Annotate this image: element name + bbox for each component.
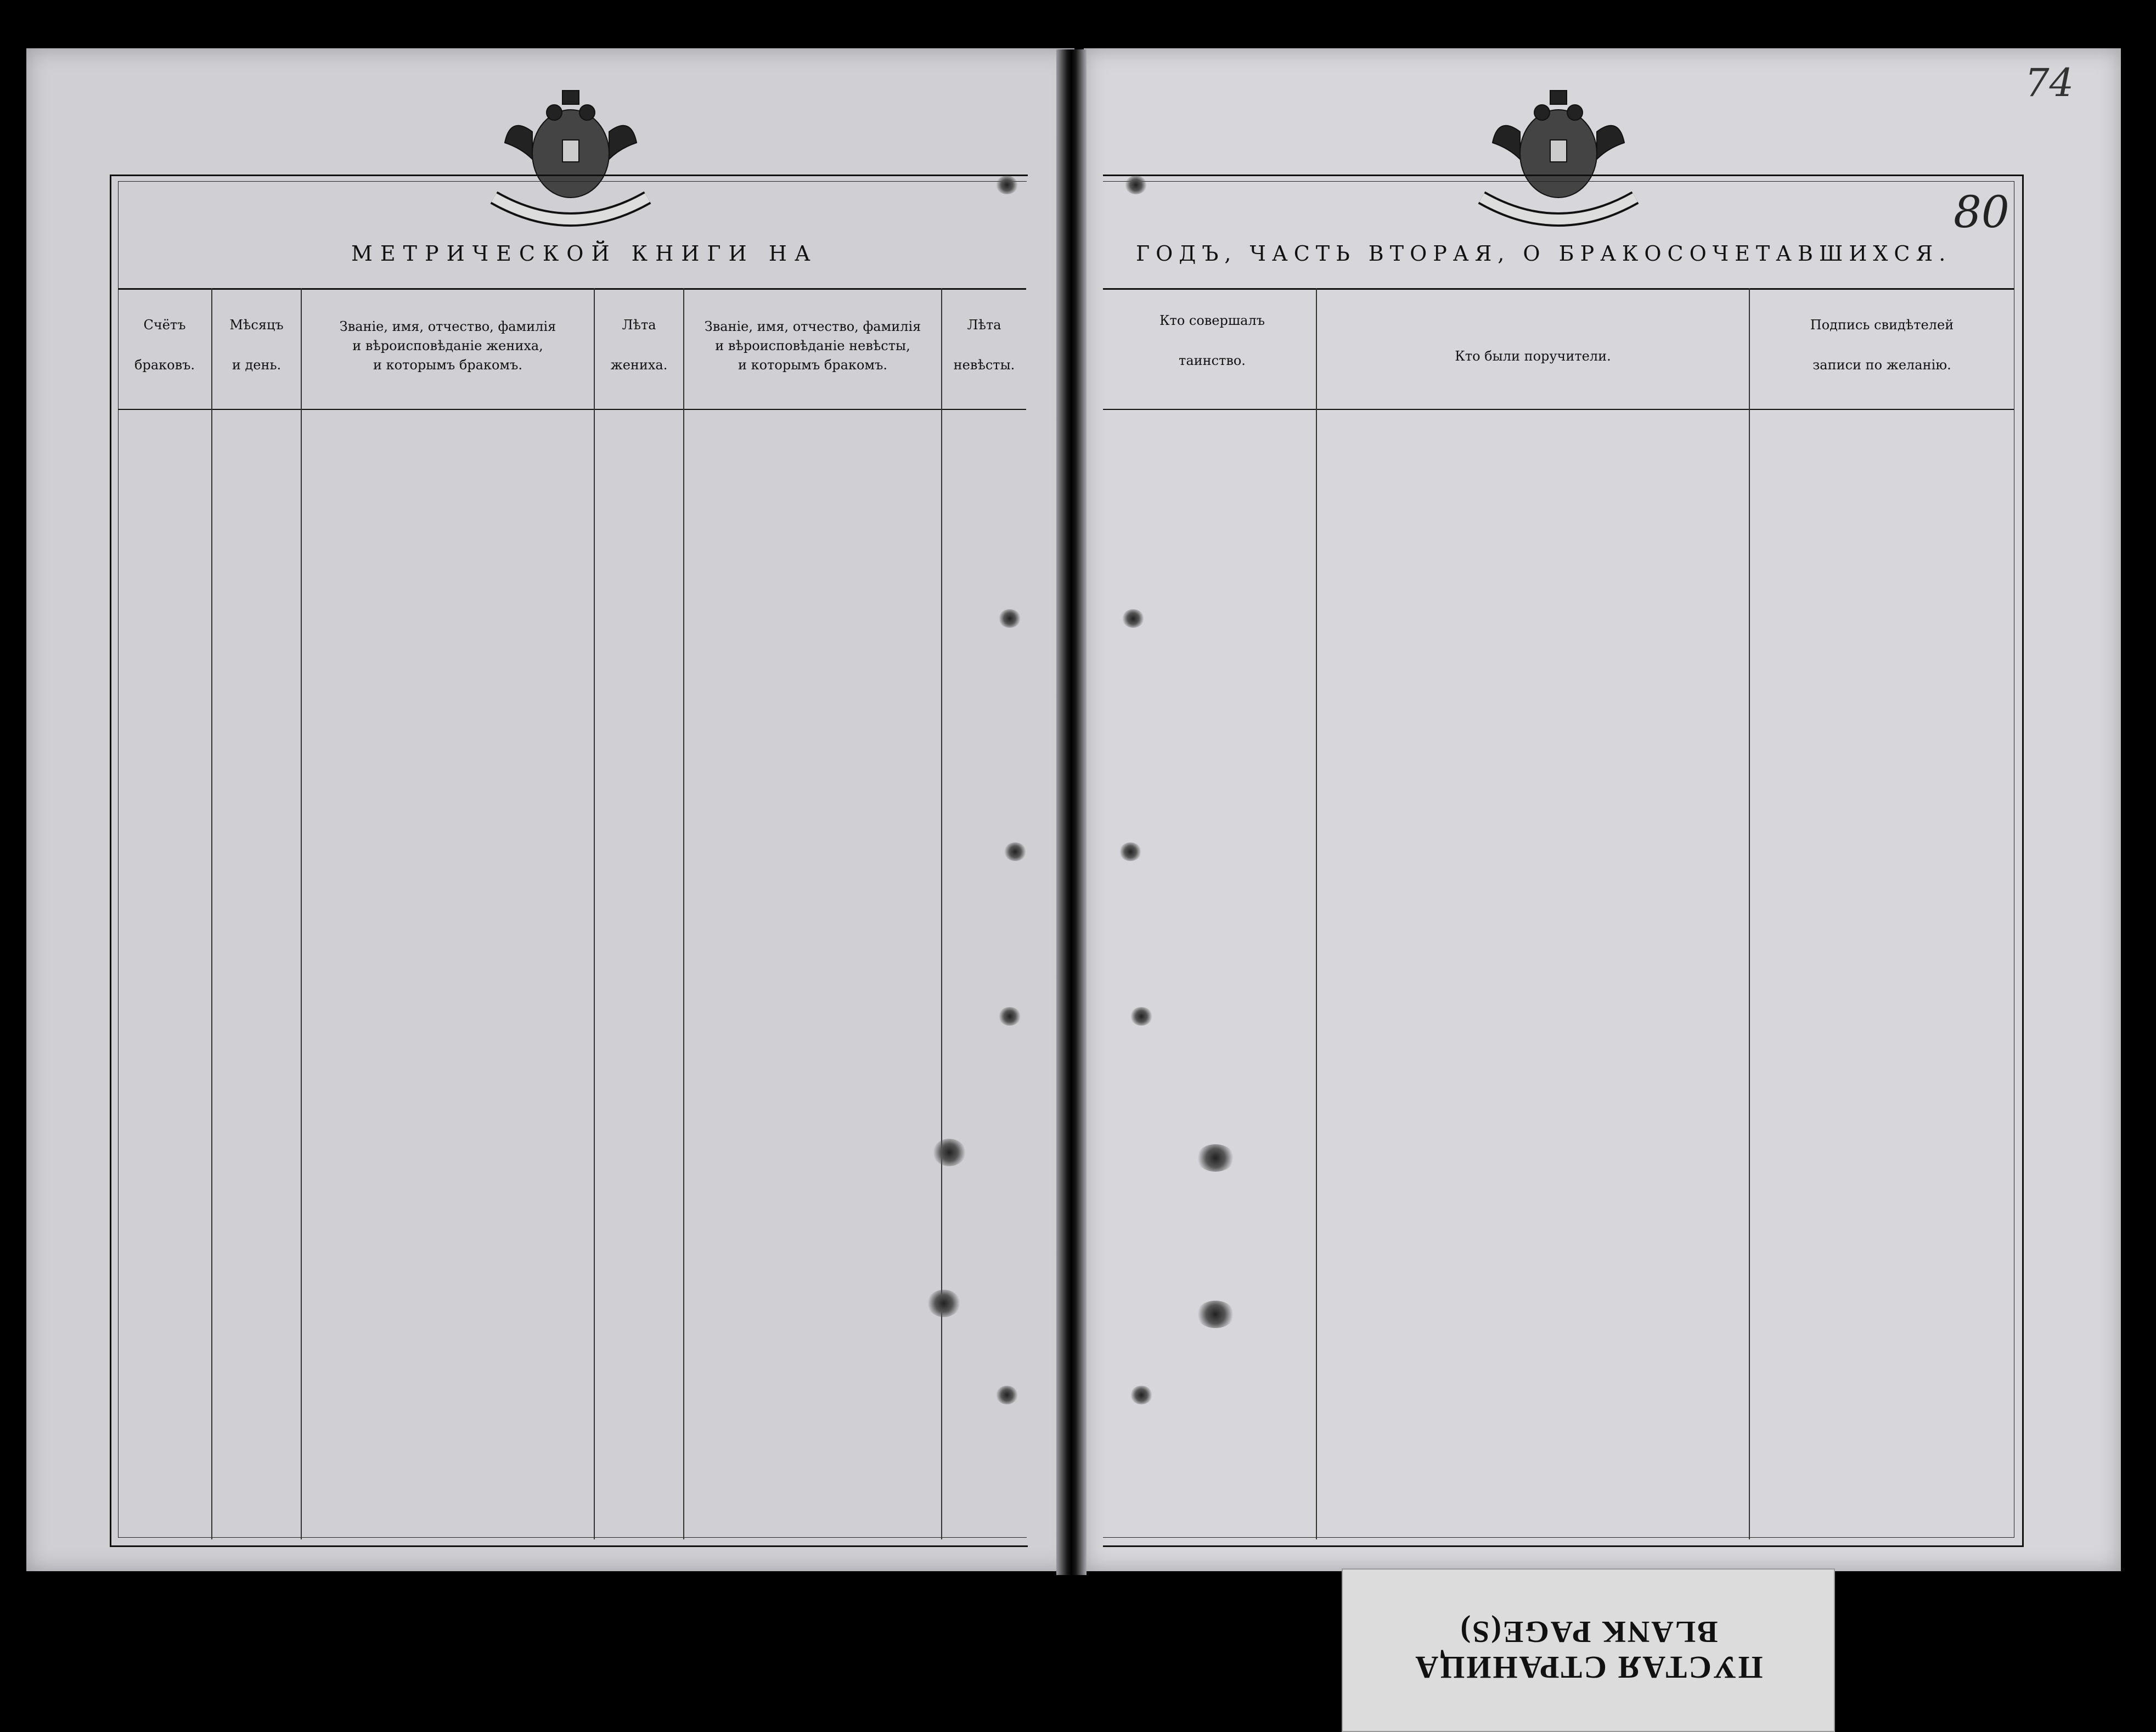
left-table-frame-inner (118, 181, 1027, 1538)
book-spine (1056, 49, 1087, 1575)
header-top-rule (118, 288, 1026, 290)
binding-hole (1004, 842, 1026, 861)
col-header-line: Счётъ (143, 317, 186, 333)
binding-hole (1122, 609, 1144, 628)
col-header-line: Лѣта (967, 317, 1001, 333)
left-page-title: МЕТРИЧЕСКОЙ КНИГИ НА (351, 241, 818, 266)
binding-hole (999, 609, 1021, 628)
col-header-line: Подпись свидѣтелей (1810, 317, 1954, 333)
col-header-month-day (212, 317, 301, 373)
col-header-line: Званіе, имя, отчество, фамилія (704, 319, 921, 334)
binding-hole (927, 1290, 960, 1317)
col-header-line: Мѣсяцъ (229, 317, 284, 333)
binding-hole (1196, 1301, 1235, 1328)
column-divider (211, 288, 212, 1539)
column-divider (941, 288, 942, 1539)
col-header-line: Лѣта (622, 317, 656, 333)
binding-hole (933, 1139, 966, 1166)
header-bottom-rule (118, 409, 1026, 410)
blank-label-ru: ПУСТАЯ СТРАНИЦА (1414, 1650, 1763, 1686)
column-divider (1316, 288, 1317, 1539)
page-number-inner-handwritten: 80 (1954, 187, 2009, 238)
col-header-line: невѣсты. (953, 357, 1015, 373)
col-header-line: Кто совершалъ (1159, 313, 1265, 328)
header-bottom-rule (1103, 409, 2014, 410)
binding-hole (1130, 1386, 1152, 1404)
col-header-line: Званіе, имя, отчество, фамилія (339, 319, 556, 334)
binding-hole (996, 176, 1018, 194)
column-divider (301, 288, 302, 1539)
col-header-witness-signature (1750, 317, 2014, 373)
binding-hole (1119, 842, 1141, 861)
right-page-title: ГОДЪ, ЧАСТЬ ВТОРАЯ, О БРАКОСОЧЕТАВШИХСЯ. (1136, 241, 1952, 266)
column-divider (683, 288, 684, 1539)
col-header-line: таинство. (1179, 352, 1246, 368)
col-header-marriage-count (118, 317, 211, 373)
column-divider (594, 288, 595, 1539)
col-header-line: жениха. (610, 357, 668, 373)
col-header-groom (302, 317, 594, 374)
col-header-guarantors (1317, 348, 1749, 364)
binding-hole (996, 1386, 1018, 1404)
col-header-groom-age (595, 317, 683, 373)
blank-label-en: BLANK PAGE(S) (1459, 1615, 1718, 1649)
col-header-line: и которымъ бракомъ. (373, 357, 522, 373)
col-header-bride-age (942, 317, 1026, 373)
col-header-line: записи по желанію. (1812, 357, 1951, 373)
header-top-rule (1103, 288, 2014, 290)
col-header-officiant (1108, 313, 1316, 369)
col-header-line: браковъ. (134, 357, 195, 373)
col-header-line: и которымъ бракомъ. (738, 357, 887, 373)
col-header-bride (684, 317, 941, 374)
binding-hole (1196, 1144, 1235, 1172)
right-table-frame-inner (1103, 181, 2014, 1538)
binding-hole (999, 1007, 1021, 1026)
col-header-line: и вѣроисповѣданіе невѣсты, (715, 338, 910, 353)
col-header-line: и день. (232, 357, 282, 373)
col-header-line: и вѣроисповѣданіе жениха, (352, 338, 543, 353)
blank-page-label (1342, 1568, 1835, 1732)
col-header-line: Кто были поручители. (1455, 348, 1611, 364)
page-number-handwritten: 74 (2025, 60, 2074, 105)
binding-hole (1130, 1007, 1152, 1026)
binding-hole (1125, 176, 1147, 194)
column-divider (1749, 288, 1750, 1539)
